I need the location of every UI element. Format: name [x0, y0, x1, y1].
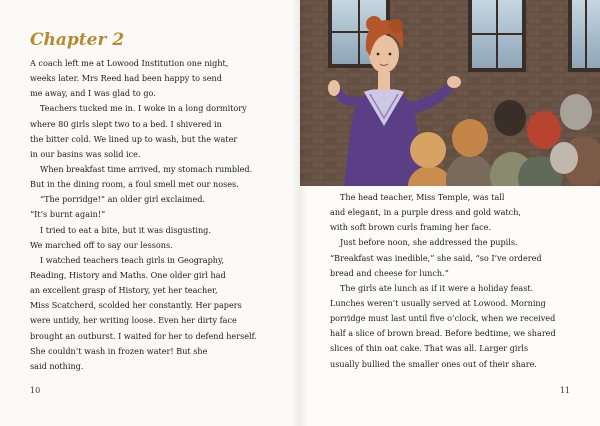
text-line: I watched teachers teach girls in Geography, — [40, 254, 225, 265]
text-line: When breakfast time arrived, my stomach rumbled. — [40, 163, 253, 174]
page-number-left: 10 — [30, 386, 41, 395]
text-line: “The porridge!” an older girl exclaimed. — [40, 194, 206, 205]
text-line: Miss Scatcherd, scolded her constantly. Her papers — [30, 300, 242, 311]
text-line: an excellent grasp of History, yet her teacher, — [30, 285, 218, 296]
text-line: porridge must last until five o’clock, when we received — [330, 313, 556, 324]
left-page-text — [30, 56, 292, 374]
text-line: half a slice of brown bread. Before bedtime, we shared — [330, 328, 556, 339]
text-line: Teachers tucked me in. I woke in a long dormitory — [40, 103, 247, 114]
text-line: and elegant, in a purple dress and gold watch, — [330, 207, 521, 218]
window-right — [568, 0, 600, 72]
text-line: with soft brown curls framing her face. — [330, 222, 492, 233]
text-line: the bitter cold. We lined up to wash, but the water — [30, 133, 238, 144]
text-line: The head teacher, Miss Temple, was tall — [340, 192, 505, 202]
text-line: me away, and I was glad to go. — [30, 88, 156, 99]
window-middle — [468, 0, 526, 72]
text-line: weeks later. Mrs Reed had been happy to send — [30, 73, 222, 84]
right-page — [300, 0, 600, 426]
text-line: in our basins was solid ice. — [30, 148, 141, 159]
classroom-illustration — [300, 0, 600, 186]
text-line: Lunches weren’t usually served at Lowood. Morning — [330, 297, 546, 308]
text-line: “It’s burnt again!” — [30, 209, 106, 220]
book-gutter — [292, 0, 308, 426]
text-line: A coach left me at Lowood Institution one night, — [30, 58, 229, 68]
text-line: slices of thin oat cake. That was all. Larger girls — [330, 343, 529, 354]
chapter-title: Chapter 2 — [30, 30, 125, 50]
text-line: Reading, History and Maths. One older girl had — [30, 269, 226, 280]
text-line: were untidy, her writing loose. Even her dirty face — [30, 315, 237, 326]
text-line: brought an outburst. I waited for her to defend herself. — [30, 330, 257, 341]
text-line: We marched off to say our lessons. — [30, 239, 173, 250]
text-line: said nothing. — [30, 360, 84, 371]
text-line: “Breakfast was inedible,” she said, “so I’ve ordered — [330, 252, 542, 263]
text-line: Just before noon, she addressed the pupils. — [340, 237, 518, 248]
text-line: But in the dining room, a foul smell met our noses. — [30, 179, 239, 190]
text-line: She couldn’t wash in frozen water! But she — [30, 345, 208, 356]
illustration-miss-temple — [300, 0, 600, 186]
text-line: bread and cheese for lunch.” — [330, 267, 449, 278]
text-line: I tried to eat a bite, but it was disgusting. — [40, 224, 211, 235]
text-line: usually bullied the smaller ones out of their share. — [330, 358, 537, 369]
page-number-right: 11 — [559, 386, 570, 395]
text-line: The girls ate lunch as if it were a holiday feast. — [340, 282, 534, 293]
right-page-text — [330, 190, 590, 372]
text-line: where 80 girls slept two to a bed. I shivered in — [30, 118, 222, 129]
